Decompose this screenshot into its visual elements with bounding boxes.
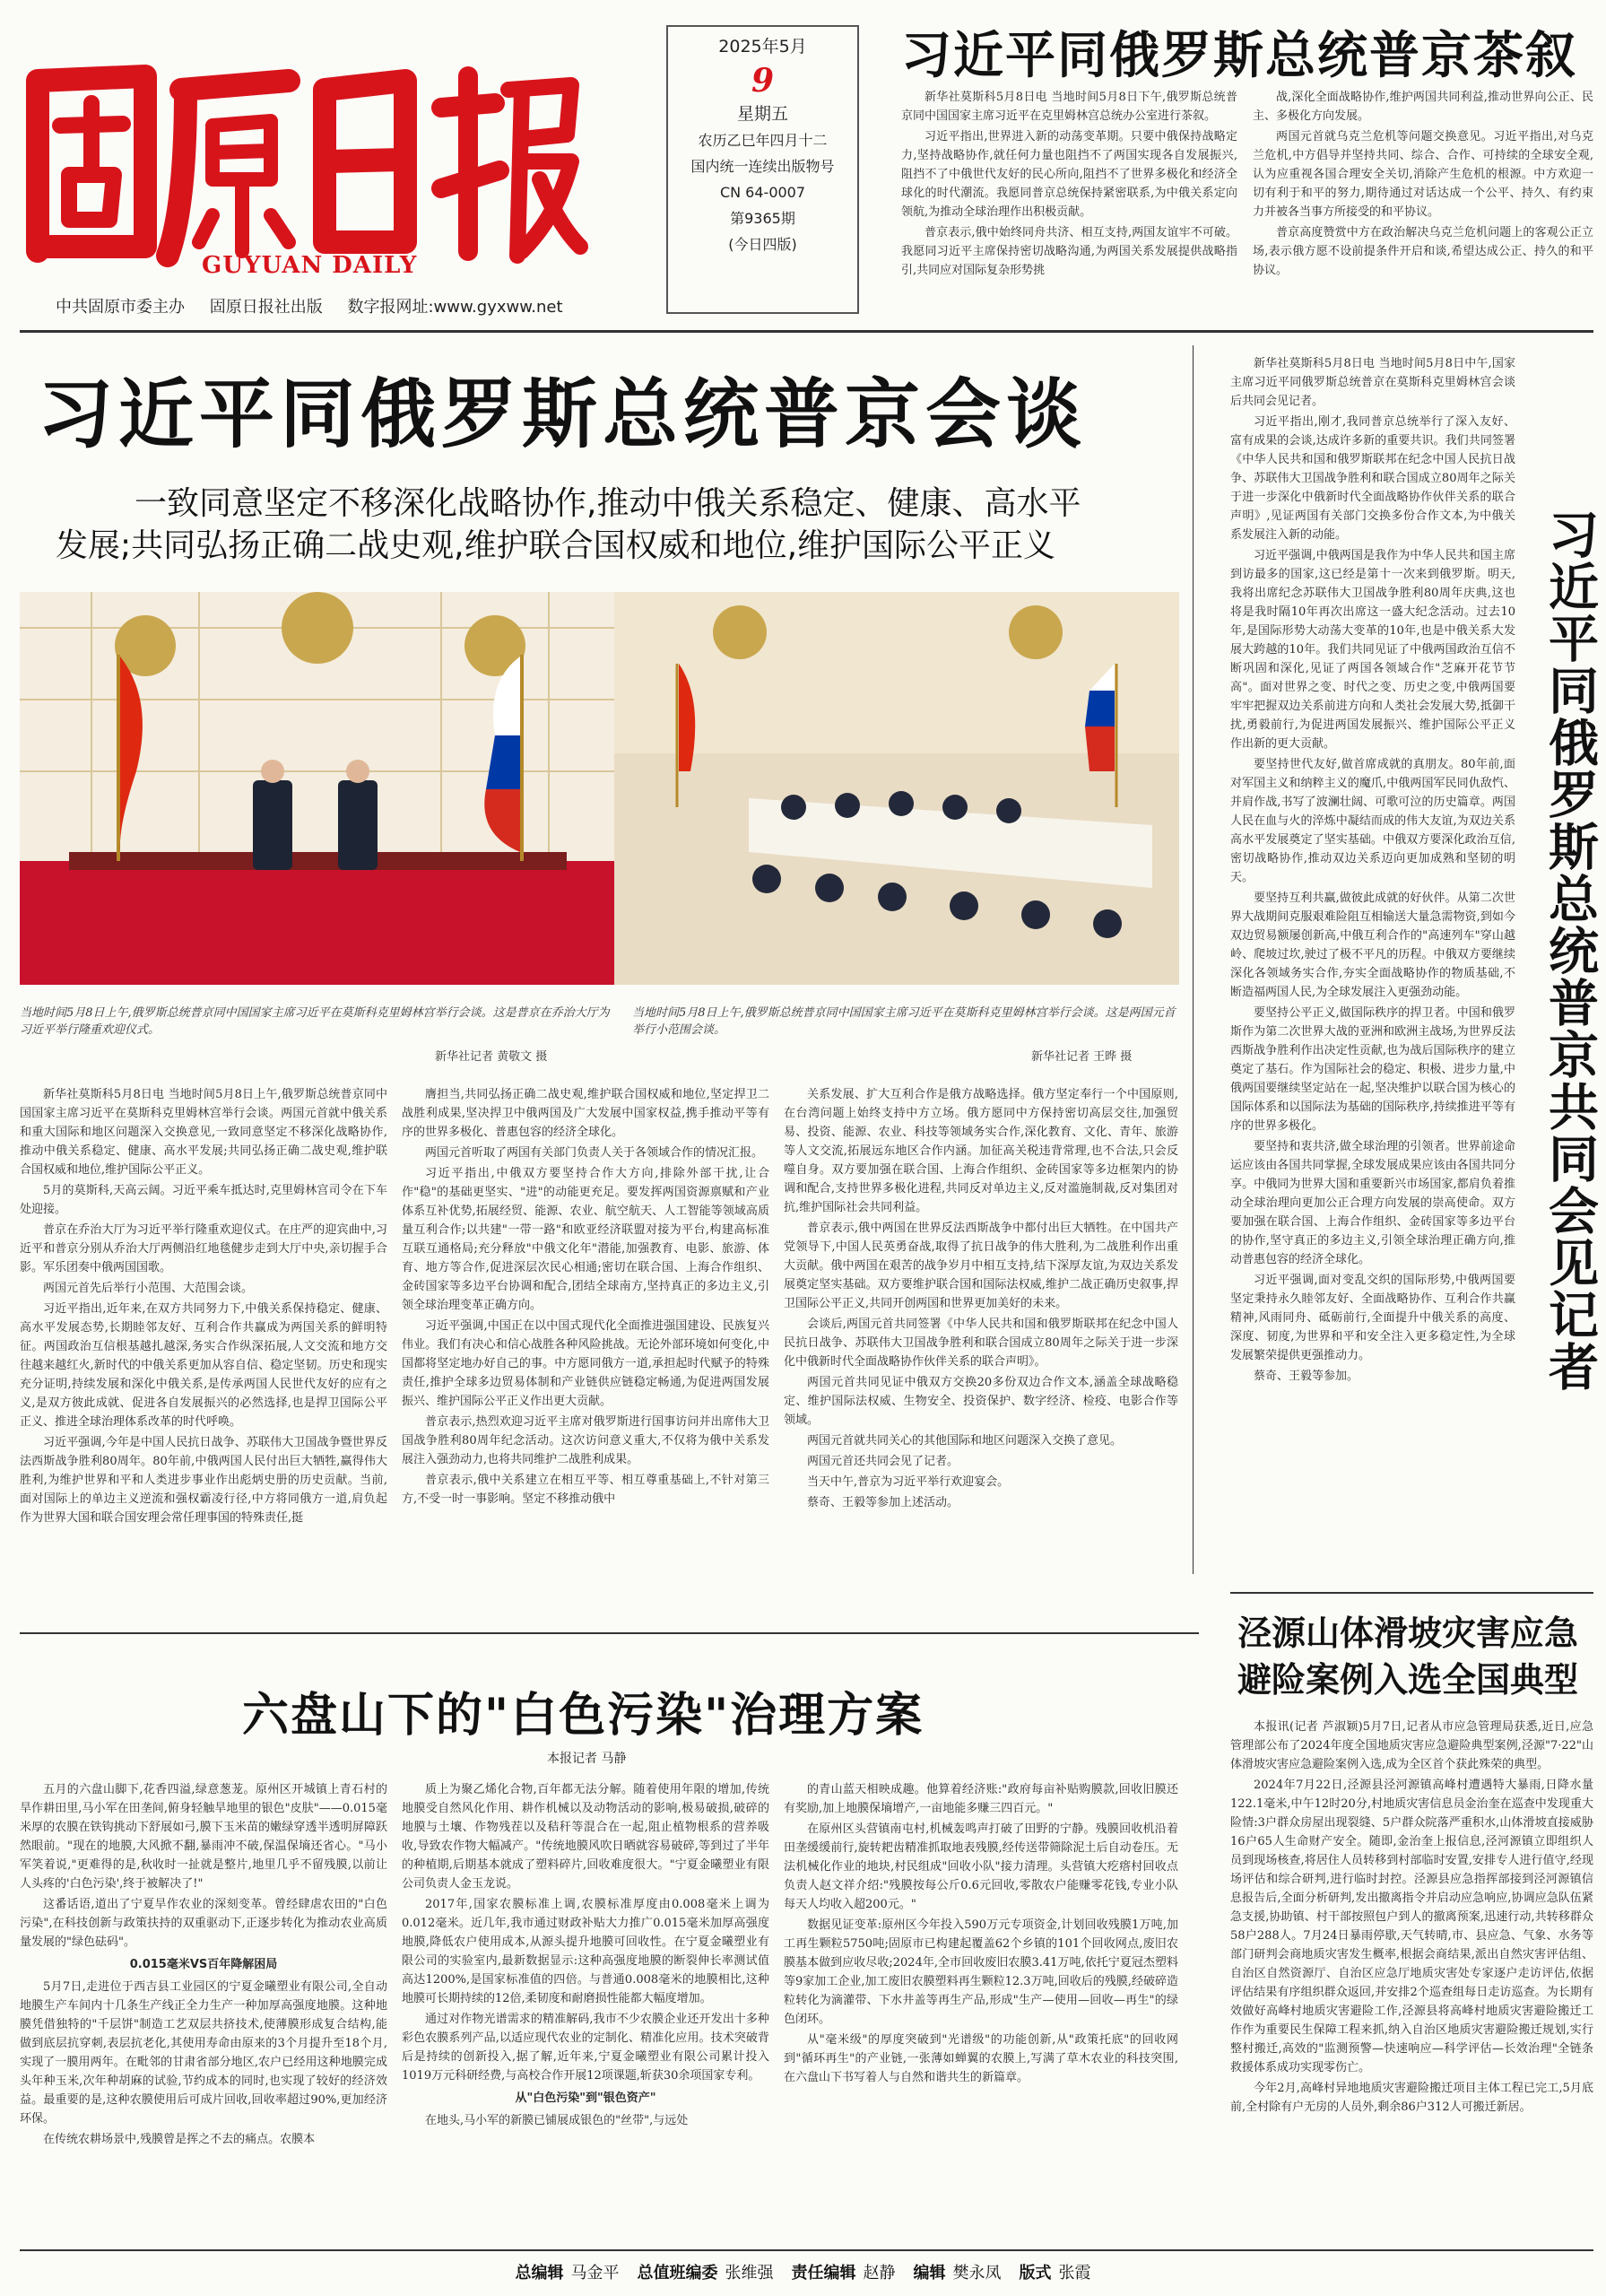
paragraph: 普京表示,俄中两国在世界反法西斯战争中都付出巨大牺牲。在中国共产党领导下,中国人民英勇奋战,取得了抗日战争的伟大胜利,为二战胜利作出重大贡献。俄中两国在艰苦的战争岁月中相互支持,结下深厚友谊,为双边关系发展奠定坚实基础。双方要维护联合国和国际法权威,维护二战正确历史叙事,捍卫国际公平正义,共同开创两国和世界更加美好的未来。 [784, 1222, 1178, 1310]
main-headline: 习近平同俄罗斯总统普京会谈 [38, 370, 1088, 458]
paragraph: 习近平强调,中俄两国是我作为中华人民共和国主席到访最多的国家,这已经是第十一次来到俄罗斯。明天,我将出席纪念苏联伟大卫国战争胜利80周年庆典,这也将是我时隔10年再次出席这一盛大纪念活动。过去10年,是国际形势大动荡大变革的10年,也是中俄关系大发展大跨越的10年。我们共同见证了中俄两国政治互信不断巩固和深化,见证了两国各领域合作"芝麻开花节节高"。面对世界之变、时代之变、历史之变,中俄两国要牢牢把握双边关系前进方向和人类社会发展大势,抵御干扰,勇毅前行,为促进两国发展振兴、维护国际公平正义作出新的更大贡献。 [1230, 549, 1515, 751]
paragraph: 新华社莫斯科5月8日电 当地时间5月8日中午,国家主席习近平同俄罗斯总统普京在莫斯科克里姆林宫会谈后共同会见记者。 [1230, 357, 1515, 408]
paragraph: 从"毫米级"的厚度突破到"光谱级"的功能创新,从"政策托底"的回收网到"循环再生"的产业链,一张薄如蝉翼的农膜上,写满了草木农业的科技突围,在六盘山下书写着人与自然和谐共生的新篇章。 [784, 2033, 1178, 2084]
landslide-headline-line1: 泾源山体滑坡灾害应急 [1237, 1613, 1579, 1653]
paragraph: 习近平指出,世界进入新的动荡变革期。只要中俄保持战略定力,坚持战略协作,就任何力量也阻挡不了两国实现各自发展振兴,阻挡不了中俄世代友好的民心所向,阻挡不了世界多极化和经济全球化的时代潮流。我愿同普京总统保持紧密联系,为中俄关系定向领航,为推动全球治理作出积极贡献。 [901, 130, 1237, 219]
paragraph: 新华社莫斯科5月8日电 当地时间5月8日下午,俄罗斯总统普京同中国国家主席习近平在克里姆林宫总统办公室进行茶叙。 [901, 91, 1237, 123]
main-subhead-line1: 一致同意坚定不移深化战略协作,推动中俄关系稳定、健康、高水平 [135, 485, 1081, 522]
paragraph: 两国元首先后举行小范围、大范围会谈。 [43, 1282, 254, 1295]
footer-credit [516, 2264, 620, 2283]
paragraph: 习近平强调,今年是中国人民抗日战争、苏联伟大卫国战争暨世界反法西斯战争胜利80周年。80年前,中俄两国人民付出巨大牺牲,赢得伟大胜利,为维护世界和平和人类进步事业作出彪炳史册的历史贡献。当前,面对国际上的单边主义逆流和强权霸凌行径,中方将同俄方一道,肩负起作为世界大国和联合国安理会常任理事国的特殊责任,挺 [20, 1436, 387, 1525]
footer-rule [20, 2249, 1593, 2251]
lunar-date: 农历乙巳年四月十二 [698, 132, 828, 149]
paragraph: 本报讯(记者 芦淑颖)5月7日,记者从市应急管理局获悉,近日,应急管理部公布了2024年度全国地质灾害应急避险典型案例,泾源"7·22"山体滑坡灾害应急避险案例入选,成为全区首个获此殊荣的典型。 [1230, 1720, 1593, 1771]
footer-credit-name: 赵静 [863, 2264, 896, 2283]
paragraph: 习近平指出,刚才,我同普京总统举行了深入友好、富有成果的会谈,达成许多新的重要共识。我们共同签署《中华人民共和国和俄罗斯联邦在纪念中国人民抗日战争、苏联伟大卫国战争胜利和联合国成立80周年之际关于进一步深化中俄新时代全面战略协作伙伴关系的联合声明》,见证两国有关部门交换多份合作文本,为中俄关系发展注入新的动能。 [1230, 415, 1515, 542]
footer-credit [792, 2264, 896, 2283]
paragraph: 蔡奇、王毅等参加。 [1254, 1370, 1359, 1383]
footer-credit-label: 总编辑 [515, 2264, 564, 2283]
issue-number: 第9365期 [730, 210, 795, 227]
tea-column-1 [901, 88, 1237, 318]
paragraph: 两国元首还共同会见了记者。 [807, 1455, 959, 1468]
paragraph: 2017年,国家农膜标准上调,农膜标准厚度由0.008毫米上调为0.012毫米。近几年,我市通过财政补贴大力推广0.015毫米加厚高强度地膜,降低农户使用成本,从源头提升地膜可回收性。在宁夏金曦塑业有限公司的实验室内,最新数据显示:这种高强度地膜的断裂伸长率测试值高达1200%,是国家标准值的四倍。与普通0.008毫米的地膜相比,这种地膜可长期持续的12倍,柔韧度和耐磨损性能都大幅度增加。 [402, 1898, 769, 2005]
sponsor: 中共固原市委主办 [56, 298, 185, 317]
press-vertical-title: 习近平同俄罗斯总统普京共同会见记者 [1541, 509, 1599, 1393]
footer-credits [0, 2260, 1606, 2283]
subheading: 从"白色污染"到"银色资产" [515, 2092, 656, 2105]
date-year-month: 2025年5月 [718, 37, 807, 57]
paragraph: 当天中午,普京为习近平举行欢迎宴会。 [807, 1475, 1010, 1489]
main-subhead-line2: 发展;共同弘扬正确二战史观,维护联合国权威和地位,维护国际公平正义 [56, 527, 1056, 564]
paragraph: 5月7日,走进位于西吉县工业园区的宁夏金曦塑业有限公司,全自动地膜生产车间内十几条生产线正全力生产一种加厚高强度地膜。这种地膜凭借独特的"千层饼"制造工艺双层共挤技术,使薄膜形成复合结构,能做到底层抗穿刺,表层抗老化,其使用寿命由原来的3个月提升至18个月,实现了一膜用两年。在毗邻的甘肃省部分地区,农户已经用这种地膜完成头年种玉米,次年种胡麻的试验,节约成本的同时,也实现了较好的经济效益。最重要的是,这种农膜使用后可成片回收,回收率超过90%,更加经济环保。 [20, 1980, 387, 2126]
photo2-caption: 当地时间5月8日上午,俄罗斯总统普京同中国国家主席习近平在莫斯科克里姆林宫举行会谈。这是两国元首举行小范围会谈。 [632, 1006, 1176, 1037]
masthead-info-line [56, 294, 583, 317]
main-column-1 [20, 1085, 387, 1614]
photo2-credit: 新华社记者 王晔 摄 [1031, 1050, 1133, 1064]
serial-label: 国内统一连续出版物号 [690, 158, 835, 175]
plastic-headline: 六盘山下的"白色污染"治理方案 [242, 1689, 925, 1743]
paragraph: 两国元首共同见证中俄双方交换20多份双边合作文本,涵盖全球战略稳定、维护国际法权威、生物安全、投资保护、数字经济、检疫、电影合作等领域。 [784, 1376, 1178, 1427]
main-column-2 [402, 1085, 769, 1614]
paragraph: 要坚持世代友好,做首席成就的真朋友。80年前,面对军国主义和纳粹主义的魔爪,中俄两国军民同仇敌忾、并肩作战,书写了波澜壮阔、可歌可泣的历史篇章。两国人民在血与火的淬炼中凝结而成的伟大友谊,为双边关系高水平发展奠定了坚实基础。中俄双方要深化政治互信,密切战略协作,推动双边关系迈向更加成熟和坚韧的明天。 [1230, 758, 1515, 884]
paragraph: 普京表示,俄中关系建立在相互平等、相互尊重基础上,不针对第三方,不受一时一事影响。坚定不移推动俄中 [402, 1474, 769, 1506]
paragraph: 普京表示,热烈欢迎习近平主席对俄罗斯进行国事访问并出席伟大卫国战争胜利80周年纪念活动。这次访问意义重大,不仅将为俄中关系发展注入强劲动力,也将共同维护二战胜利成果。 [402, 1415, 769, 1466]
paragraph: 要坚持和衷共济,做全球治理的引领者。世界前途命运应该由各国共同掌握,全球发展成果应该由各国共同分享。中俄同为世界大国和重要新兴市场国家,都肩负着推动全球治理向更加公正合理方向发展的崇高使命。双方要加强在联合国、上海合作组织、金砖国家等多边平台的协作,坚守真正的多边主义,引领全球治理正确方向,推动普惠包容的经济全球化。 [1230, 1140, 1515, 1266]
paragraph: 习近平指出,中俄双方要坚持合作大方向,排除外部干扰,让合作"稳"的基础更坚实、"进"的动能更充足。要发挥两国资源禀赋和产业体系互补优势,拓展经贸、能源、农业、航空航天、人工智能等领域高质量互利合作;以共建"一带一路"和欧亚经济联盟对接为平台,构建高标准互联互通格局;充分释放"中俄文化年"潜能,加强教育、电影、旅游、体育、地方等合作,促进深层次民心相通;密切在联合国、上海合作组织、金砖国家等多边平台协调和配合,团结全球南方,坚持真正的多边主义,引领全球治理变革正确方向。 [402, 1167, 769, 1312]
landslide-column [1230, 1718, 1593, 2247]
divider-vertical [1193, 345, 1194, 1574]
paragraph: 习近平指出,近年来,在双方共同努力下,中俄关系保持稳定、健康、高水平发展态势,长期睦邻友好、互利合作共赢成为两国关系的鲜明特征。两国政治互信根基越扎越深,务实合作纵深拓展,人文交流和地方交往越来越红火,新时代的中俄关系更加从容自信、稳定坚韧。历史和现实充分证明,持续发展和深化中俄关系,是传承两国人民世代友好的应有之义,是双方彼此成就、促进各自发展振兴的必然选择,也是捍卫国际公平正义、推进全球治理体系改革的时代呼唤。 [20, 1302, 387, 1429]
divider [20, 330, 1593, 333]
subheading: 0.015毫米VS百年降解困局 [129, 1958, 278, 1971]
paragraph: 蔡奇、王毅等参加上述活动。 [807, 1496, 959, 1509]
paragraph: 在地头,马小军的新膜已铺展成银色的"丝带",与远处 [425, 2114, 689, 2127]
photo1-credit: 新华社记者 黄敬文 摄 [435, 1050, 548, 1064]
paragraph: 今年2月,高峰村异地地质灾害避险搬迁项目主体工程已完工,5月底前,全村除有户无房的人员外,剩余86户312人可搬迁新居。 [1230, 2082, 1593, 2114]
cn-number: CN 64-0007 [719, 184, 806, 201]
plastic-byline: 本报记者 马静 [547, 1752, 627, 1766]
footer-credit [1020, 2264, 1091, 2283]
masthead-english-name: GUYUAN DAILY [202, 252, 418, 279]
footer-credit-label: 总值班编委 [637, 2264, 718, 2283]
paragraph: 习近平强调,中国正在以中国式现代化全面推进强国建设、民族复兴伟业。我们有决心和信心战胜各种风险挑战。无论外部环境如何变化,中国都将坚定地办好自己的事。中方愿同俄方一道,承担起时代赋予的特殊责任,推护全球多边贸易体制和产业链供应链稳定畅通,为促进两国发展振兴、维护国际公平正义作出更大贡献。 [402, 1319, 769, 1408]
photo1-caption: 当地时间5月8日上午,俄罗斯总统普京同中国国家主席习近平在莫斯科克里姆林宫举行会谈。这是普京在乔治大厅为习近平举行隆重欢迎仪式。 [20, 1006, 610, 1037]
paragraph: 习近平强调,面对变乱交织的国际形势,中俄两国要坚定秉持永久睦邻友好、全面战略协作、互利合作共赢精神,风雨同舟、砥砺前行,全面提升中俄关系的高度、深度、韧度,为世界和平和安全注入更多稳定性,为全球发展繁荣提供更强推动力。 [1230, 1274, 1515, 1362]
paragraph: 两国元首就乌克兰危机等问题交换意见。习近平指出,对乌克兰危机,中方倡导并坚持共同、综合、合作、可持续的全球安全观,认为应重视各国合理安全关切,消除产生危机的根源。中方欢迎一切有利于和平的努力,期待通过对话达成一个公平、持久、有约束力并被各当事方所接受的和平协议。 [1253, 130, 1593, 219]
paragraph: 要坚持公平正义,做国际秩序的捍卫者。中国和俄罗斯作为第二次世界大战的亚洲和欧洲主战场,为世界反法西斯战争胜利作出决定性贡献,也为战后国际秩序的建立奠定了基石。作为国际社会的稳定、积极、进步力量,中俄两国要继续坚定站在一起,坚决维护以联合国为核心的国际体系和以国际法为基础的国际秩序,持续推进平等有序的世界多极化。 [1230, 1006, 1515, 1133]
footer-credit-label: 编辑 [913, 2264, 946, 2283]
landslide-headline [1237, 1610, 1596, 1703]
footer-credit-name: 张霞 [1058, 2264, 1091, 2283]
paragraph: 数据见证变革:原州区今年投入590万元专项资金,计划回收残膜1万吨,加工再生颗粒5750吨;固原市已构建起覆盖62个乡镇的101个回收网点,废旧农膜基本做到应收尽收;2024年,全市回收废旧农膜3.41万吨,依托宁夏冠杰塑料等9家加工企业,加工废旧农膜塑料再生颗粒12.3万吨,回收后的残膜,经破碎造粒转化为滴灌带、下水井盖等再生产品,形成"生产—使用—回收—再生"的绿色闭环。 [784, 1918, 1178, 2026]
paragraph: 普京表示,俄中始终同舟共济、相互支持,两国友谊牢不可破。我愿同习近平主席保持密切战略沟通,为两国关系发展提供战略指引,共同应对国际复杂形势挑 [901, 226, 1237, 277]
paragraph: 战,深化全面战略协作,维护两国共同利益,推动世界向公正、民主、多极化方向发展。 [1253, 91, 1593, 123]
paragraph: 两国元首就共同关心的其他国际和地区问题深入交换了意见。 [807, 1434, 1123, 1448]
paragraph: 要坚持互利共赢,做彼此成就的好伙伴。从第二次世界大战期间克服艰难险阻互相输送大量急需物资,到如今双边贸易额屡创新高,中俄互利合作的"高速列车"穿山越岭、爬坡过坎,驶过了极不平凡的历程。中俄双方要继续深化各领域务实合作,夯实全面战略协作的物质基础,不断造福两国人民,为全球发展注入更强劲动能。 [1230, 891, 1515, 999]
footer-credit-label: 责任编辑 [791, 2264, 856, 2283]
paragraph: 这番话语,道出了宁夏旱作农业的深刻变革。曾经肆虐农田的"白色污染",在科技创新与政策扶持的双重驱动下,正逐步转化为推动农业高质量发展的"绿色砝码"。 [20, 1898, 387, 1949]
plastic-column-2 [402, 1780, 769, 2247]
main-column-3 [784, 1085, 1178, 1614]
website: 数字报网址:www.gyxww.net [347, 298, 563, 317]
paragraph: 五月的六盘山脚下,花香四溢,绿意葱茏。原州区开城镇上青石村的旱作耕田里,马小军在田垄间,俯身轻触旱地里的银色"皮肤"——0.015毫米厚的农膜在铁钩挑动下舒展如弓,膜下玉米苗的嫩绿穿透半透明屏障跃然眼前。"现在的地膜,大风掀不翻,暴雨冲不破,保温保墒还省心。"马小军笑着说,"更难得的是,秋收时一扯就是整片,地里几乎不留残膜,以前让人头疼的'白色污染',终于被解决了!" [20, 1783, 387, 1891]
photo-small-talks [614, 592, 1179, 985]
plastic-column-1 [20, 1780, 387, 2247]
paragraph: 2024年7月22日,泾源县泾河源镇高峰村遭遇特大暴雨,日降水量122.1毫米,中午12时20分,村地质灾害信息员金治奎在巡查中发现重大险情:3户群众房屋出现裂缝、5户群众院落严重积水,山体滑坡直接威胁16户65人生命财产安全。随即,金治奎上报信息,泾河源镇立即组织人员到现场核查,将居住人员转移到村部临时安置,安排专人进行值守,经现场评估和综合研判,进行临时封控。泾源县应急指挥部接到泾河源镇信息报告后,全面分析研判,发出撤离指令并启动应急响应,协调应急队伍紧急支援,协助镇、村干部按照包户到人的撤离预案,迅速行动,共转移群众58户288人。7月24日暴雨停歇,天气转晴,市、县应急、气象、水务等部门研判会商地质灾害发生概率,根据会商结果,派出自然灾害评估组、自治区自然资源厅、自治区应急厅地质灾害处专家逐户走访评估,依据评估结果有序组织群众返回,并安排2个巡查组每日走访巡查。为长期有效做好高峰村地质灾害避险工作,泾源县将高峰村地质灾害避险搬迁工作作为重要民生保障工程来抓,纳入自治区地质灾害避险搬迁规划,实行整村搬迁,高效的"监测预警—快速响应—科学评估—长效治理"全链条救援体系成功实现零伤亡。 [1230, 1779, 1593, 2074]
paragraph: 通过对作物光谱需求的精准解码,我市不少农膜企业还开发出十多种彩色农膜系列产品,以适应现代农业的定制化、精准化应用。技术突破背后是持续的创新投入,据了解,近年来,宁夏金曦塑业有限公司累计投入1019万元科研经费,与高校合作开展12项课题,斩获30余项国家专利。 [402, 2013, 769, 2083]
footer-credit [914, 2264, 1002, 2283]
footer-credit-name: 张维强 [725, 2264, 774, 2283]
paragraph: 关系发展、扩大互利合作是俄方战略选择。俄方坚定奉行一个中国原则,在台湾问题上始终支持中方立场。俄方愿同中方保持密切高层交往,加强贸易、投资、能源、农业、科技等领域务实合作,深化教育、文化、青年、旅游等人文交流,拓展远东地区合作内涵。加征高关税违背常理,也不合法,只会反噬自身。双方要加强在联合国、上海合作组织、金砖国家等多边框架内的协调和配合,支持世界多极化进程,共同反对单边主义,反对滥施制裁,反对集团对抗,维护国际社会共同利益。 [784, 1088, 1178, 1214]
tea-headline: 习近平同俄罗斯总统普京茶叙 [901, 27, 1577, 85]
footer-credit [638, 2264, 774, 2283]
paragraph: 普京高度赞赏中方在政治解决乌克兰危机问题上的客观公正立场,表示俄方愿不设前提条件开启和谈,希望达成公正、持久的和平协议。 [1253, 226, 1593, 277]
page-count: (今日四版) [728, 236, 797, 253]
press-column [1230, 354, 1515, 1574]
weekday: 星期五 [736, 104, 788, 124]
paragraph: 质上为聚乙烯化合物,百年都无法分解。随着使用年限的增加,传统地膜受自然风化作用、耕作机械以及动物活动的影响,极易破损,破碎的地膜与土壤、作物残茬以及秸秆等混合在一起,阻止植物根系的营养吸收,导致农作物大幅减产。"传统地膜风吹日晒就容易破碎,等到过了半年的种植期,后期基本就成了塑料碎片,回收难度很大。"宁夏金曦塑业有限公司负责人金玉龙说。 [402, 1783, 769, 1891]
landslide-headline-line2: 避险案例入选全国典型 [1237, 1660, 1579, 1700]
paragraph: 两国元首听取了两国有关部门负责人关于各领域合作的情况汇报。 [425, 1146, 764, 1160]
publisher: 固原日报社出版 [209, 298, 323, 317]
date-box [666, 25, 859, 314]
paragraph: 5月的莫斯科,天高云阔。习近平乘车抵达时,克里姆林宫司令在下车处迎接。 [20, 1184, 387, 1216]
plastic-column-3 [784, 1780, 1178, 2247]
footer-credit-name: 樊永凤 [952, 2264, 1002, 2283]
paragraph: 在原州区头营镇南屯村,机械轰鸣声打破了田野的宁静。残膜回收机沿着田垄缓缓前行,旋转耙齿精准抓取地表残膜,经传送带筛除泥土后自动卷压。无法机械化作业的地块,村民组成"回收小队"接力清理。头营镇大疙瘩村回收点负责人赵文祥介绍:"残膜按每公斤0.6元回收,零散农户能赚零花钱,专业小队每天人均收入超200元。" [784, 1822, 1178, 1911]
footer-credit-label: 版式 [1019, 2264, 1052, 2283]
paragraph: 的青山蓝天相映成趣。他算着经济账:"政府每亩补贴购膜款,回收旧膜还有奖励,加上地膜保墒增产,一亩地能多赚三四百元。" [784, 1783, 1178, 1815]
paragraph: 在传统农耕场景中,残膜曾是挥之不去的痛点。农膜本 [43, 2133, 316, 2146]
footer-credit-name: 马金平 [570, 2264, 620, 2283]
photo-welcome-ceremony [20, 592, 616, 985]
paragraph: 膺担当,共同弘扬正确二战史观,维护联合国权威和地位,坚定捍卫二战胜利成果,坚决捍卫中俄两国及广大发展中国家权益,携手推动平等有序的世界多极化、普惠包容的经济全球化。 [402, 1088, 769, 1139]
paragraph: 会谈后,两国元首共同签署《中华人民共和国和俄罗斯联邦在纪念中国人民抗日战争、苏联伟大卫国战争胜利和联合国成立80周年之际关于进一步深化中俄新时代全面战略协作伙伴关系的联合声明》。 [784, 1318, 1178, 1369]
paragraph: 新华社莫斯科5月8日电 当地时间5月8日上午,俄罗斯总统普京同中国国家主席习近平在莫斯科克里姆林宫举行会谈。两国元首就中俄关系和重大国际和地区问题深入交换意见,一致同意坚定不移深化战略协作,推动中俄关系稳定、健康、高水平发展;共同弘扬正确二战史观,维护联合国权威和地位,维护国际公平正义。 [20, 1088, 387, 1177]
divider [20, 1632, 1199, 1634]
divider [1230, 1592, 1593, 1594]
date-day: 9 [751, 62, 775, 100]
tea-column-2 [1253, 88, 1593, 318]
paragraph: 普京在乔治大厅为习近平举行隆重欢迎仪式。在庄严的迎宾曲中,习近平和普京分别从乔治大厅两侧沿红地毯健步走到大厅中央,亲切握手合影。军乐团奏中俄两国国歌。 [20, 1223, 387, 1274]
